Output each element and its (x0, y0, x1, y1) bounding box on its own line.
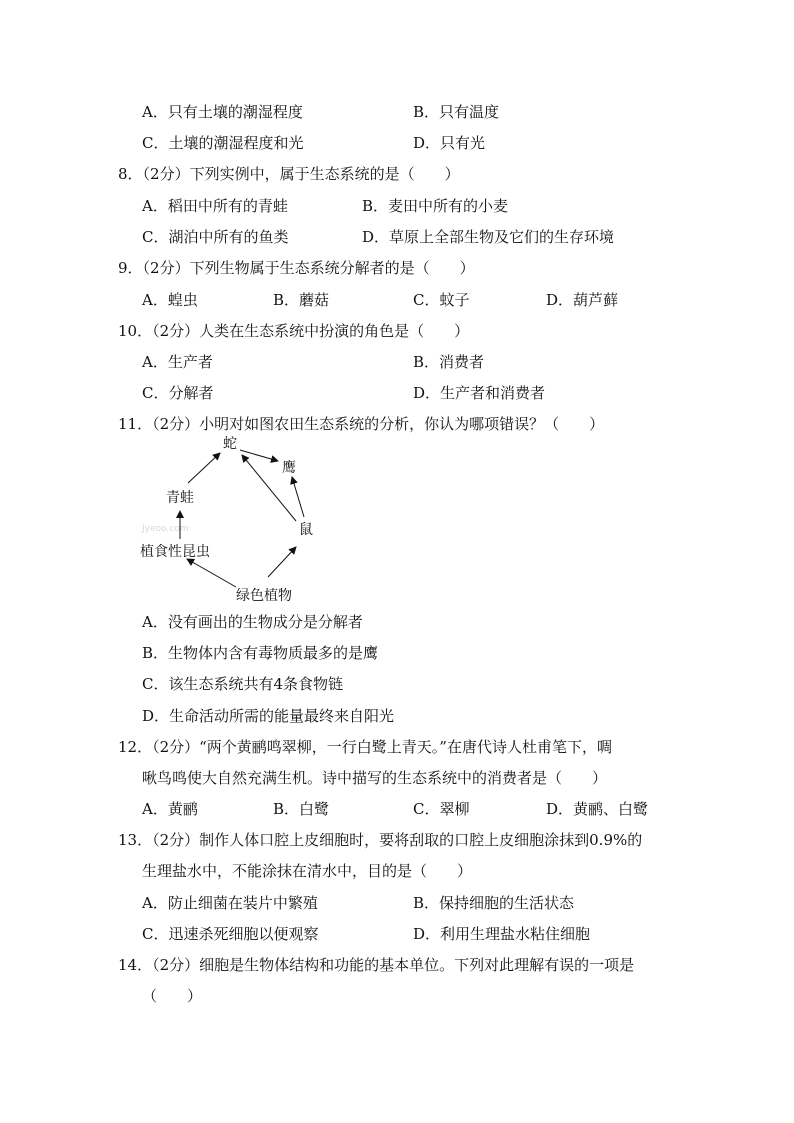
q7-option-b: B．只有温度 (413, 103, 500, 121)
q10-option-c: C．分解者 (142, 384, 214, 402)
q10-option-b: B．消费者 (413, 353, 485, 371)
node-snake: 蛇 (223, 436, 237, 452)
q12-stem-line2: 啾鸟鸣使大自然充满生机。诗中描写的生态系统中的消费者是（ ） (142, 769, 608, 787)
q8-option-c: C．湖泊中所有的鱼类 (142, 228, 289, 246)
q8-stem: 8．（2分）下列实例中，属于生态系统的是（ ） (118, 165, 460, 183)
q11-stem: 11．（2分）小明对如图农田生态系统的分析，你认为哪项错误？（ ） (118, 415, 605, 433)
q13-option-c: C．迅速杀死细胞以便观察 (142, 925, 319, 943)
q8-option-d: D．草原上全部生物及它们的生存环境 (362, 228, 615, 246)
arrow-mouse-to-eagle (292, 477, 304, 517)
q8-option-b: B．麦田中所有的小麦 (362, 197, 509, 215)
q11-option-a: A．没有画出的生物成分是分解者 (142, 613, 363, 631)
q13-option-a: A．防止细菌在装片中繁殖 (142, 894, 318, 912)
q12-option-d: D．黄鹂、白鹭 (546, 800, 649, 818)
q13-option-d: D．利用生理盐水粘住细胞 (413, 925, 591, 943)
watermark-logo: Jyeoo.com (142, 524, 189, 534)
q10-option-a: A．生产者 (142, 353, 213, 371)
q8-option-a: A．稻田中所有的青蛙 (142, 197, 288, 215)
q9-stem: 9．（2分）下列生物属于生态系统分解者的是（ ） (118, 259, 475, 277)
q14-stem-line1: 14．（2分）细胞是生物体结构和功能的基本单位。下列对此理解有误的一项是 (118, 956, 635, 974)
node-insect: 植食性昆虫 (140, 544, 210, 560)
q13-stem-line2: 生理盐水中，不能涂抹在清水中，目的是（ ） (142, 862, 473, 880)
q9-option-b: B．蘑菇 (273, 291, 330, 309)
q11-option-c: C．该生态系统共有4条食物链 (142, 675, 344, 693)
arrow-frog-to-snake (188, 453, 220, 483)
node-mouse: 鼠 (299, 522, 313, 538)
q12-stem-line1: 12．（2分）“两个黄鹂鸣翠柳，一行白鹭上青天。”在唐代诗人杜甫笔下，啁 (118, 738, 612, 756)
q13-option-b: B．保持细胞的生活状态 (413, 894, 575, 912)
q9-option-c: C．蚊子 (413, 291, 470, 309)
q11-option-b: B．生物体内含有毒物质最多的是鹰 (142, 644, 379, 662)
node-frog: 青蛙 (166, 490, 194, 506)
q7-option-d: D．只有光 (413, 134, 486, 152)
q9-option-d: D．葫芦藓 (546, 291, 619, 309)
food-web-diagram (130, 435, 340, 610)
node-eagle: 鹰 (282, 460, 296, 476)
q12-option-a: A．黄鹂 (142, 800, 198, 818)
q14-stem-line2: （ ） (142, 987, 203, 1005)
q10-option-d: D．生产者和消费者 (413, 384, 546, 402)
q12-option-c: C．翠柳 (413, 800, 470, 818)
arrow-plant-to-mouse (268, 547, 296, 577)
q7-option-c: C．土壤的潮湿程度和光 (142, 134, 304, 152)
q11-option-d: D．生命活动所需的能量最终来自阳光 (142, 707, 395, 725)
q10-stem: 10．（2分）人类在生态系统中扮演的角色是（ ） (118, 322, 470, 340)
arrow-plant-to-insect (187, 559, 236, 587)
q7-option-a: A．只有土壤的潮湿程度 (142, 103, 303, 121)
node-plant: 绿色植物 (236, 588, 292, 604)
q9-option-a: A．蝗虫 (142, 291, 198, 309)
q13-stem-line1: 13．（2分）制作人体口腔上皮细胞时，要将刮取的口腔上皮细胞涂抹到0.9%的 (118, 831, 643, 849)
q12-option-b: B．白鹭 (273, 800, 330, 818)
